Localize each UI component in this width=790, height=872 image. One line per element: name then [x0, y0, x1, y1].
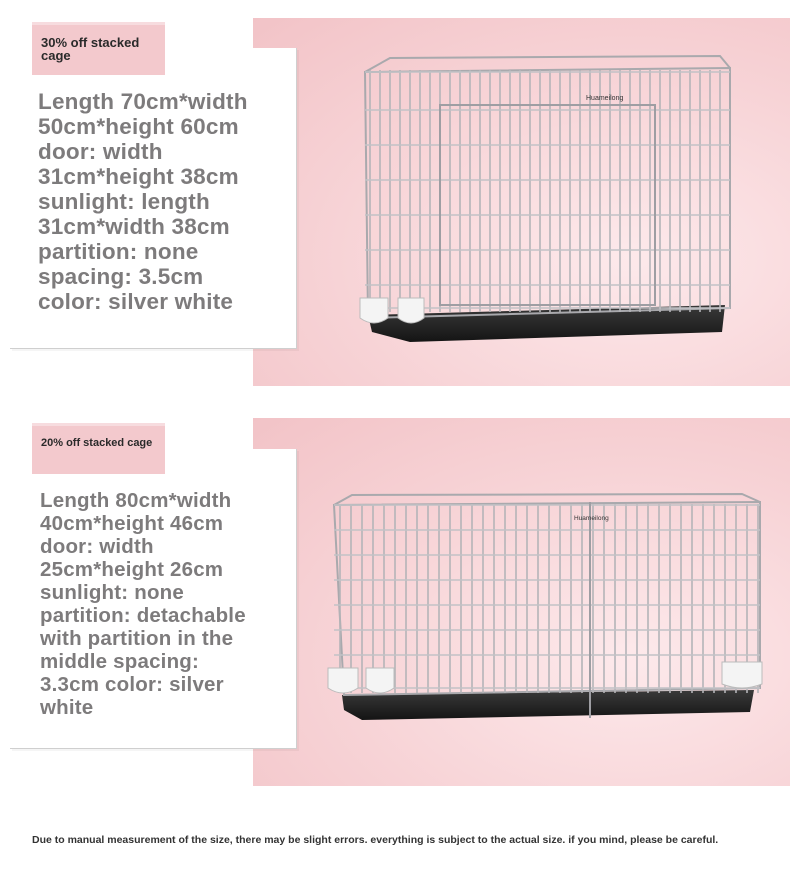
product-1-brand-label: Huameilong [586, 95, 624, 102]
disclaimer-note: Due to manual measurement of the size, there may be slight errors. everything is subject to the actual size. if you mind, please be careful. [32, 834, 719, 846]
product-2-specs: Length 80cm*width 40cm*height 46cm door: width 25cm*height 26cm sunlight: none partition: detachable with partition in the middle spacing: 3.3cm color: silver white [40, 489, 246, 719]
product-1-cage-image [350, 50, 740, 355]
product-1-tag-label: 30% off stacked cage [41, 35, 140, 63]
product-2-tag [32, 426, 165, 474]
product-1-tag [32, 25, 165, 75]
product-2-cage-image [322, 490, 772, 730]
product-2-brand-label: Huameilong [574, 515, 609, 522]
product-2-tag-label: 20% off stacked cage [41, 437, 153, 449]
product-1-specs: Length 70cm*width 50cm*height 60cm door: width 31cm*height 38cm sunlight: length 31cm*width 38cm partition: none spacing: 3.5cm color: silver white [38, 89, 248, 314]
